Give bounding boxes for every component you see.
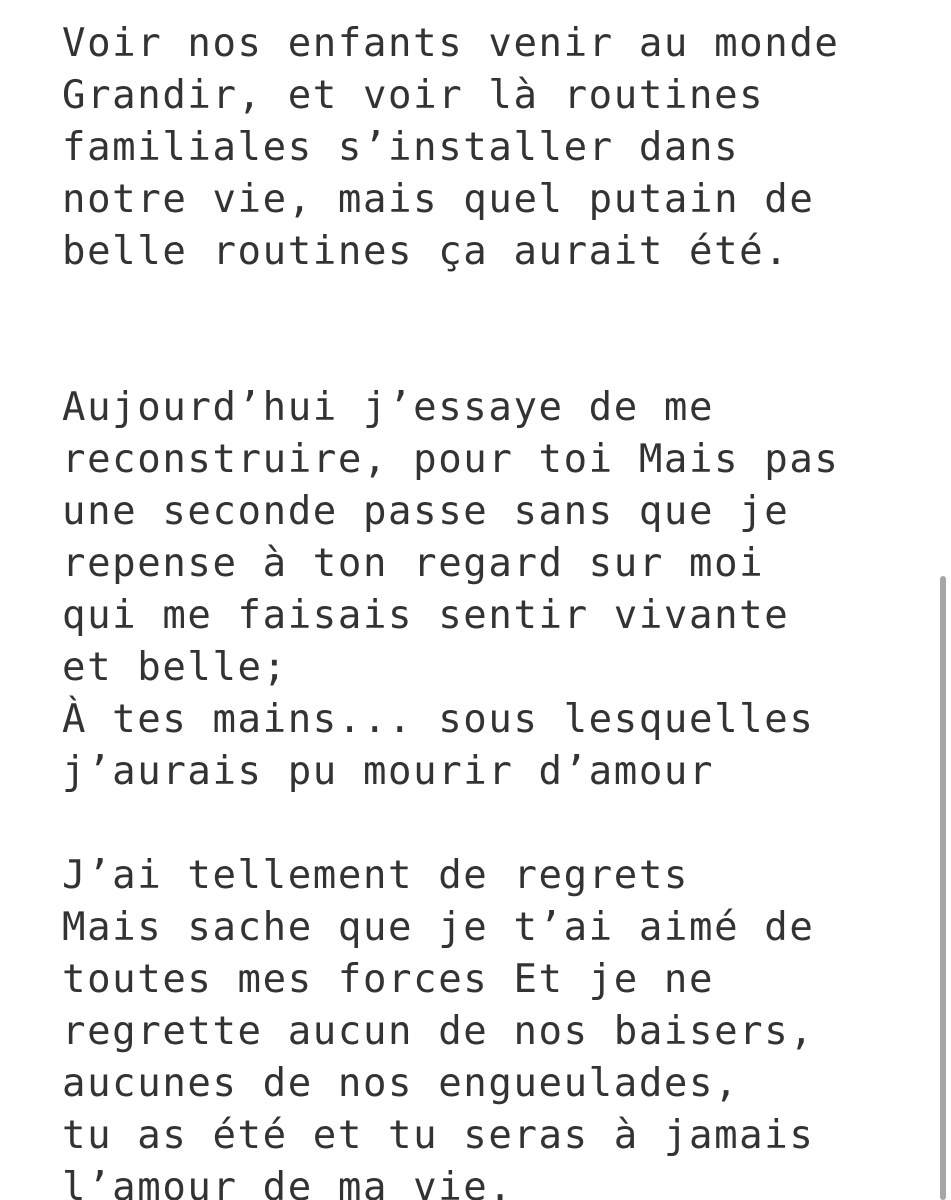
paragraph-2 (62, 382, 922, 798)
text-line: notre vie, mais quel putain de (62, 177, 815, 222)
text-line: toutes mes forces Et je ne (62, 957, 715, 1002)
note-body[interactable] (62, 18, 922, 1200)
text-line: Voir nos enfants venir au monde (62, 21, 840, 66)
text-line: familiales s’installer dans (62, 125, 740, 170)
paragraph-spacer (62, 278, 922, 382)
scrollbar-thumb[interactable] (940, 576, 946, 1200)
text-line: Grandir, et voir là routines (62, 73, 765, 118)
text-line: Aujourd’hui j’essaye de me (62, 385, 715, 430)
paragraph-3 (62, 850, 922, 1200)
text-line: belle routines ça aurait été. (62, 229, 790, 274)
text-line: aucunes de nos engueulades, (62, 1061, 740, 1106)
text-line: repense à ton regard sur moi (62, 541, 765, 586)
text-line: Mais sache que je t’ai aimé de (62, 905, 815, 950)
text-line: regrette aucun de nos baisers, (62, 1009, 815, 1054)
paragraph-1 (62, 18, 922, 278)
vertical-scrollbar[interactable] (937, 0, 951, 1200)
text-line: À tes mains... sous lesquelles (62, 697, 815, 742)
text-line: reconstruire, pour toi Mais pas (62, 437, 840, 482)
text-line: qui me faisais sentir vivante (62, 593, 790, 638)
text-line: une seconde passe sans que je (62, 489, 790, 534)
text-line: tu as été et tu seras à jamais (62, 1113, 815, 1158)
text-line: l’amour de ma vie. (62, 1165, 514, 1200)
paragraph-spacer (62, 798, 922, 850)
text-line: et belle; (62, 645, 288, 690)
text-line: j’aurais pu mourir d’amour (62, 749, 715, 794)
text-line: J’ai tellement de regrets (62, 853, 689, 898)
